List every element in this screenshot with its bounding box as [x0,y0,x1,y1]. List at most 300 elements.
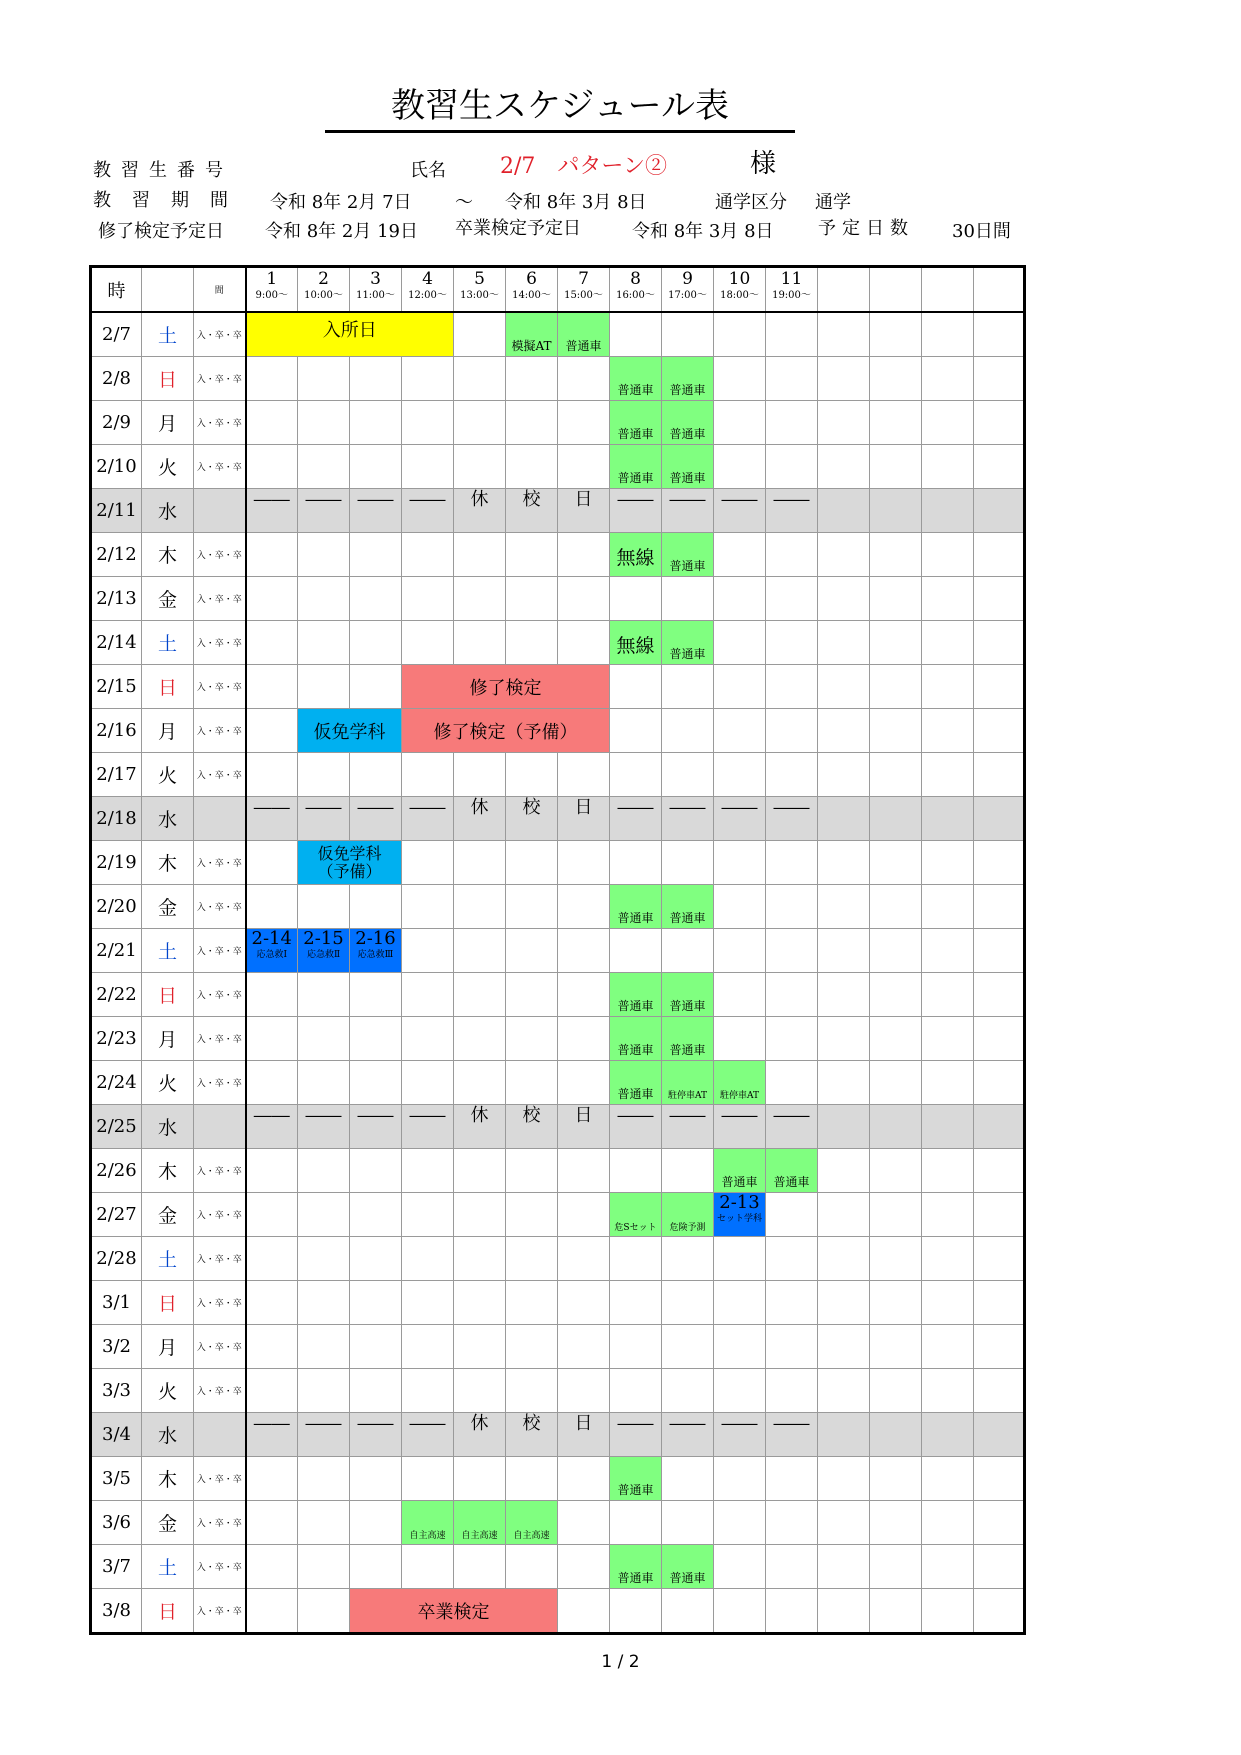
holiday-cell: ―― [714,1105,766,1149]
holiday-cell: 休 [454,489,506,533]
empty-slot [402,1193,454,1237]
empty-slot [298,1281,350,1325]
empty-slot [714,841,766,885]
empty-slot [922,665,974,709]
empty-slot [558,885,610,929]
schedule-event[interactable] [402,1501,454,1545]
schedule-event[interactable] [662,1017,714,1061]
holiday-cell: 校 [506,1105,558,1149]
empty-slot [350,1281,402,1325]
event-label: 普通車 [721,1174,758,1189]
empty-slot [454,1545,506,1589]
empty-slot [922,312,974,357]
schedule-event[interactable] [246,312,454,357]
empty-slot [766,577,818,621]
empty-slot [974,533,1025,577]
schedule-event[interactable] [610,621,662,665]
empty-slot [662,1457,714,1501]
empty-slot [506,1237,558,1281]
empty-slot [402,1545,454,1589]
empty-slot [350,357,402,401]
empty-slot [402,1281,454,1325]
schedule-event[interactable] [662,533,714,577]
event-label: 普通車 [617,426,654,441]
shuryo-label: 修了検定予定日 [98,221,224,242]
empty-slot [714,665,766,709]
empty-slot [298,885,350,929]
empty-slot [818,1237,870,1281]
schedule-event[interactable] [610,1545,662,1589]
table-row [91,973,1025,1017]
schedule-event[interactable] [714,1061,766,1105]
schedule-event[interactable] [350,1589,558,1634]
empty-slot [454,1149,506,1193]
event-label: 無線 [616,635,655,657]
empty-slot [714,709,766,753]
holiday-cell [870,1413,922,1457]
date-cell: 2/24 [91,1061,142,1105]
holiday-cell: 休 [454,1413,506,1457]
empty-slot [974,1061,1025,1105]
empty-slot [610,709,662,753]
weekday-cell: 金 [142,577,194,621]
period-time: 10:00～ [304,290,343,301]
empty-slot [974,929,1025,973]
holiday-cell: ―― [662,1105,714,1149]
empty-slot [558,1017,610,1061]
empty-slot [870,929,922,973]
jikan-header-left: 時 [91,267,142,313]
schedule-event[interactable] [610,533,662,577]
empty-slot [506,1457,558,1501]
empty-slot [402,1149,454,1193]
weekday-cell: 木 [142,533,194,577]
date-cell: 2/7 [91,312,142,357]
weekday-cell: 日 [142,973,194,1017]
empty-slot [766,709,818,753]
event-label: 普通車 [617,1086,654,1101]
empty-slot [818,1545,870,1589]
note-cell: 入・卒・卒 [194,709,246,753]
holiday-cell [974,797,1025,841]
empty-slot [818,1457,870,1501]
schedule-event[interactable] [662,401,714,445]
event-label: 自主高速 [409,1530,446,1541]
empty-slot [506,1193,558,1237]
empty-slot [610,1281,662,1325]
note-cell: 入・卒・卒 [194,533,246,577]
empty-slot [506,1545,558,1589]
schedule-event[interactable] [662,973,714,1017]
note-cell: 入・卒・卒 [194,665,246,709]
period-header [298,267,350,313]
empty-slot [714,973,766,1017]
date-cell: 2/18 [91,797,142,841]
empty-slot [974,1545,1025,1589]
period-number: 2 [318,269,329,289]
table-row [91,1193,1025,1237]
period-header [818,267,870,313]
schedule-event[interactable] [402,665,610,709]
empty-slot [818,1281,870,1325]
schedule-event[interactable] [454,1501,506,1545]
empty-slot [350,621,402,665]
schedule-event[interactable] [298,841,402,885]
empty-slot [714,753,766,797]
date-cell: 3/8 [91,1589,142,1634]
event-label: 入所日 [322,319,377,341]
holiday-cell: ―― [714,489,766,533]
holiday-cell: ―― [662,489,714,533]
holiday-cell: ―― [766,1105,818,1149]
event-label: 普通車 [669,646,706,661]
empty-slot [402,357,454,401]
period-end: 令和 8年 3月 8日 [505,192,647,213]
event-label: 仮免学科 [313,721,386,743]
period-number [870,268,921,270]
empty-slot [662,577,714,621]
empty-slot [454,1017,506,1061]
empty-slot [714,929,766,973]
note-cell: 入・卒・卒 [194,1061,246,1105]
empty-slot [714,1457,766,1501]
schedule-event[interactable] [350,929,402,973]
date-cell: 2/21 [91,929,142,973]
schedule-event[interactable] [662,621,714,665]
empty-slot [818,885,870,929]
empty-slot [558,1589,610,1634]
empty-slot [454,401,506,445]
empty-slot [246,1193,298,1237]
holiday-cell: 校 [506,489,558,533]
empty-slot [870,533,922,577]
empty-slot [714,1589,766,1634]
holiday-cell [974,1413,1025,1457]
schedule-event[interactable] [246,929,298,973]
period-header [610,267,662,313]
empty-slot [870,665,922,709]
date-cell: 2/26 [91,1149,142,1193]
empty-slot [922,885,974,929]
table-row [91,1501,1025,1545]
date-cell: 2/15 [91,665,142,709]
empty-slot [662,1501,714,1545]
empty-slot [506,753,558,797]
event-code: 2-16 [355,928,396,949]
schedule-event[interactable] [506,1501,558,1545]
event-label: 危険予測 [669,1222,706,1233]
empty-slot [974,709,1025,753]
empty-slot [818,1061,870,1105]
empty-slot [662,1281,714,1325]
note-cell: 入・卒・卒 [194,401,246,445]
table-row [91,621,1025,665]
note-cell: 入・卒・卒 [194,1237,246,1281]
empty-slot [662,841,714,885]
period-label: 教習期間 [93,190,249,211]
empty-slot [246,1149,298,1193]
schedule-event[interactable] [402,709,610,753]
empty-slot [870,1061,922,1105]
empty-slot [246,621,298,665]
empty-slot [662,665,714,709]
empty-slot [402,753,454,797]
empty-slot [350,401,402,445]
note-cell: 入・卒・卒 [194,312,246,357]
empty-slot [714,1545,766,1589]
empty-slot [506,1061,558,1105]
empty-slot [610,841,662,885]
empty-slot [610,1237,662,1281]
empty-slot [714,885,766,929]
empty-slot [298,1017,350,1061]
empty-slot [922,709,974,753]
table-row [91,929,1025,973]
empty-slot [922,1369,974,1413]
empty-slot [454,621,506,665]
period-header [506,267,558,313]
weekday-cell: 金 [142,1193,194,1237]
empty-slot [714,621,766,665]
holiday-cell: ―― [246,489,298,533]
schedule-event[interactable] [662,357,714,401]
empty-slot [662,753,714,797]
empty-slot [558,753,610,797]
schedule-event[interactable] [610,1017,662,1061]
note-cell: 入・卒・卒 [194,929,246,973]
holiday-cell [870,1105,922,1149]
empty-slot [506,357,558,401]
period-number: 4 [422,269,433,289]
event-code: 2-15 [303,928,344,949]
note-cell [194,1105,246,1149]
holiday-cell: 休 [454,797,506,841]
schedule-event[interactable] [298,929,350,973]
empty-slot [246,709,298,753]
period-header [766,267,818,313]
empty-slot [766,312,818,357]
weekday-cell: 月 [142,401,194,445]
empty-slot [766,357,818,401]
empty-slot [714,1369,766,1413]
schedule-event[interactable] [558,312,610,357]
weekday-cell: 土 [142,1545,194,1589]
empty-slot [870,885,922,929]
empty-slot [766,1369,818,1413]
period-time: 12:00～ [408,290,447,301]
schedule-event[interactable] [610,1061,662,1105]
table-row [91,445,1025,489]
table-row [91,1545,1025,1589]
empty-slot [818,929,870,973]
empty-slot [766,1061,818,1105]
empty-slot [974,1281,1025,1325]
schedule-event[interactable] [714,1149,766,1193]
empty-slot [454,1281,506,1325]
empty-slot [350,1149,402,1193]
empty-slot [818,1017,870,1061]
schedule-event[interactable] [662,885,714,929]
period-time: 19:00～ [772,290,811,301]
empty-slot [298,1325,350,1369]
period-header [870,267,922,313]
weekday-cell: 水 [142,1105,194,1149]
empty-slot [870,973,922,1017]
holiday-cell: ―― [662,1413,714,1457]
event-label: 卒業検定 [417,1601,490,1623]
empty-slot [610,1149,662,1193]
name-label: 氏名 [410,160,446,181]
schedule-event[interactable] [610,1193,662,1237]
event-label: 無線 [616,547,655,569]
empty-slot [922,1457,974,1501]
schedule-event[interactable] [610,401,662,445]
weekday-cell: 日 [142,1589,194,1634]
weekday-cell: 土 [142,312,194,357]
period-header [246,267,298,313]
empty-slot [298,401,350,445]
schedule-event[interactable] [662,1061,714,1105]
empty-slot [350,753,402,797]
date-cell: 2/11 [91,489,142,533]
table-row [91,665,1025,709]
table-row [91,533,1025,577]
weekday-cell: 木 [142,1149,194,1193]
event-label: 普通車 [617,1042,654,1057]
schedule-event[interactable] [298,709,402,753]
date-cell: 2/12 [91,533,142,577]
empty-slot [298,973,350,1017]
note-cell: 入・卒・卒 [194,1501,246,1545]
event-sublabel: 応急救Ⅱ [306,950,341,960]
weekday-cell: 金 [142,885,194,929]
empty-slot [558,401,610,445]
empty-slot [662,1325,714,1369]
schedule-event[interactable] [610,973,662,1017]
weekday-cell: 水 [142,1413,194,1457]
empty-slot [714,533,766,577]
table-row [91,489,1025,533]
table-row [91,1589,1025,1634]
empty-slot [766,841,818,885]
empty-slot [298,1061,350,1105]
date-cell: 2/16 [91,709,142,753]
empty-slot [610,1369,662,1413]
empty-slot [402,577,454,621]
schedule-event[interactable] [662,445,714,489]
empty-slot [402,1017,454,1061]
empty-slot [714,1281,766,1325]
schedule-event[interactable] [610,357,662,401]
period-number: 10 [728,269,751,289]
empty-slot [350,665,402,709]
empty-slot [922,1061,974,1105]
table-row [91,401,1025,445]
event-label: 仮免学科 [317,843,382,863]
holiday-cell: ―― [350,1105,402,1149]
date-cell: 3/6 [91,1501,142,1545]
empty-slot [558,929,610,973]
period-number [974,268,1023,270]
schedule-event[interactable] [714,1193,766,1237]
note-cell: 入・卒・卒 [194,621,246,665]
holiday-cell: ―― [610,1413,662,1457]
note-cell: 入・卒・卒 [194,1325,246,1369]
period-time: 13:00～ [460,290,499,301]
holiday-cell: ―― [714,797,766,841]
holiday-cell: ―― [610,1105,662,1149]
schedule-event[interactable] [766,1149,818,1193]
empty-slot [974,1017,1025,1061]
schedule-event[interactable] [506,312,558,357]
empty-slot [818,1501,870,1545]
empty-slot [870,709,922,753]
empty-slot [402,973,454,1017]
empty-slot [454,312,506,357]
period-start: 令和 8年 2月 7日 [270,192,412,213]
empty-slot [610,577,662,621]
date-cell: 3/4 [91,1413,142,1457]
empty-slot [402,533,454,577]
empty-slot [246,1325,298,1369]
schedule-event[interactable] [662,1193,714,1237]
date-cell: 2/10 [91,445,142,489]
empty-slot [818,401,870,445]
empty-slot [402,445,454,489]
note-cell: 入・卒・卒 [194,973,246,1017]
empty-slot [662,1369,714,1413]
holiday-cell: ―― [662,797,714,841]
weekday-cell: 土 [142,621,194,665]
date-cell: 3/3 [91,1369,142,1413]
empty-slot [766,1589,818,1634]
empty-slot [350,1061,402,1105]
schedule-event[interactable] [662,1545,714,1589]
schedule-event[interactable] [610,885,662,929]
empty-slot [870,1325,922,1369]
event-label: 普通車 [669,426,706,441]
empty-slot [974,357,1025,401]
event-label: 普通車 [669,382,706,397]
period-time: 15:00～ [564,290,603,301]
period-header [714,267,766,313]
empty-slot [454,1457,506,1501]
empty-slot [922,577,974,621]
period-header [922,267,974,313]
schedule-event[interactable] [610,1457,662,1501]
note-cell: 入・卒・卒 [194,577,246,621]
holiday-cell [922,489,974,533]
holiday-cell [818,489,870,533]
empty-slot [922,973,974,1017]
holiday-cell: ―― [402,1413,454,1457]
empty-slot [870,1501,922,1545]
empty-slot [402,885,454,929]
event-label: 普通車 [617,1570,654,1585]
empty-slot [454,445,506,489]
empty-slot [246,753,298,797]
empty-slot [922,401,974,445]
empty-slot [818,445,870,489]
empty-slot [974,1457,1025,1501]
event-sublabel: セット学科 [716,1214,762,1224]
schedule-event[interactable] [610,445,662,489]
event-label: 普通車 [617,910,654,925]
date-cell: 2/28 [91,1237,142,1281]
empty-slot [974,753,1025,797]
empty-slot [246,973,298,1017]
empty-slot [766,401,818,445]
